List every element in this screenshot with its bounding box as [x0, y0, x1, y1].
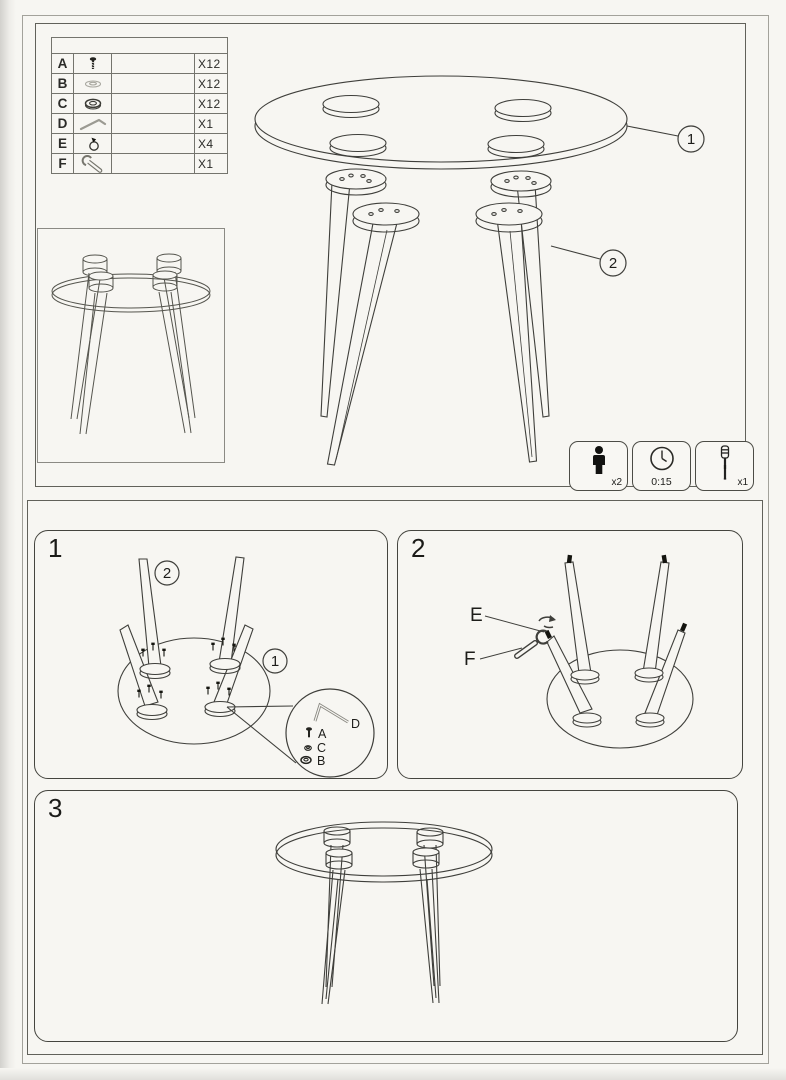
leg-mount-pads — [83, 254, 181, 292]
step-3-drawing — [35, 791, 737, 1041]
part-qty: X4 — [195, 134, 227, 154]
callout-tabletop — [263, 649, 287, 673]
lock-washer-icon — [75, 95, 111, 113]
part-desc — [112, 134, 195, 154]
part-id: E — [52, 134, 74, 154]
people-count-label: x2 — [611, 477, 622, 488]
hardware-detail-bubble — [227, 689, 374, 777]
clock-icon — [648, 445, 676, 473]
callout-tabletop — [627, 126, 704, 152]
step-number: 2 — [411, 533, 426, 563]
table-legs — [71, 272, 195, 434]
part-qty: X12 — [195, 94, 227, 114]
scan-bottom-shadow — [0, 1068, 786, 1080]
part-desc — [112, 74, 195, 94]
screwdriver-icon — [717, 445, 733, 485]
duration-label: 0:15 — [651, 476, 672, 488]
people-required-badge — [569, 441, 628, 491]
callout-leg — [551, 246, 626, 276]
rear-legs — [326, 845, 440, 987]
flat-washer-icon — [75, 75, 111, 93]
exploded-view-drawing — [229, 56, 774, 486]
part-id: B — [52, 74, 74, 94]
svg-text:E: E — [470, 605, 483, 626]
part-qty: X12 — [195, 54, 227, 74]
screw-icon — [75, 55, 111, 73]
part-qty: X12 — [195, 74, 227, 94]
open-wrench-icon — [75, 155, 111, 173]
part-desc — [112, 114, 195, 134]
front-legs — [328, 218, 537, 465]
part-qty: X1 — [195, 114, 227, 134]
person-icon — [588, 445, 610, 477]
svg-text:1: 1 — [270, 653, 280, 670]
steps-section — [27, 500, 763, 1055]
part-desc — [112, 54, 195, 74]
step-2-panel — [397, 530, 743, 779]
svg-text:F: F — [464, 649, 476, 670]
allen-key-icon — [75, 115, 111, 133]
svg-text:D: D — [351, 717, 361, 731]
step-1-drawing — [35, 531, 387, 778]
foot-label — [470, 605, 544, 632]
svg-text:2: 2 — [608, 255, 618, 272]
wrench-tool — [517, 631, 548, 656]
mounting-plates — [326, 169, 551, 197]
time-required-badge — [632, 441, 691, 491]
svg-text:A: A — [318, 727, 327, 741]
glass-tabletop — [276, 822, 492, 882]
callout-legs — [155, 561, 179, 585]
step-3-panel — [34, 790, 738, 1042]
legs-upright — [120, 557, 253, 706]
legs-upright — [547, 562, 685, 715]
svg-text:B: B — [317, 754, 326, 768]
part-qty: X1 — [198, 156, 214, 171]
svg-text:C: C — [317, 741, 327, 755]
glass-tabletop — [52, 274, 210, 312]
part-desc — [112, 154, 195, 173]
scan-edge-shadow — [0, 0, 16, 1080]
svg-text:1: 1 — [686, 131, 696, 148]
part-id: F — [52, 154, 74, 173]
step-1-panel — [34, 530, 388, 779]
step-2-drawing — [398, 531, 742, 778]
part-id: A — [52, 54, 74, 74]
finished-product-drawing — [38, 229, 224, 462]
parts-table — [51, 37, 228, 174]
glass-tabletop — [255, 76, 627, 169]
adjustable-foot-icon — [75, 135, 111, 153]
info-badges — [569, 441, 754, 491]
step-number: 1 — [48, 533, 63, 563]
part-id: C — [52, 94, 74, 114]
tool-count-label: x1 — [737, 477, 748, 488]
parts-table-header — [52, 38, 227, 54]
rotation-arrow — [539, 615, 556, 627]
front-pads — [326, 848, 439, 869]
wrench-label — [464, 648, 522, 670]
finished-product-box — [37, 228, 225, 463]
svg-text:2: 2 — [162, 565, 172, 582]
part-desc — [112, 94, 195, 114]
overview-section — [35, 23, 746, 487]
tool-required-badge — [695, 441, 754, 491]
step-number: 3 — [48, 793, 63, 823]
part-id: D — [52, 114, 74, 134]
